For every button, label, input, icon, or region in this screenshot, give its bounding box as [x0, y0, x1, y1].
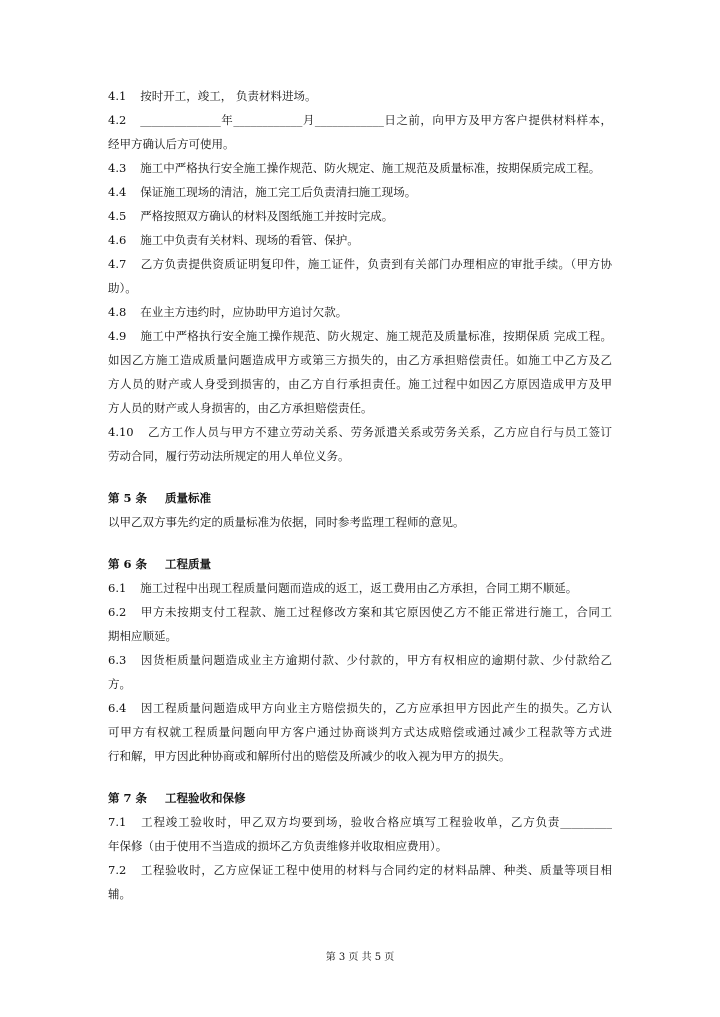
clause-line: [108, 420, 612, 444]
clause-line: [108, 252, 612, 276]
clause-text: 如因乙方施工造成质量问题造成甲方或第三方损失的，由乙方承担赔偿责任。如施工中乙方及乙: [108, 353, 612, 367]
clause-number: 4.2: [108, 113, 127, 127]
clause-text: 甲方未按期支付工程款、施工过程修改方案和其它原因使乙方不能正常进行施工，合同工: [140, 605, 612, 619]
clause-7-1: [108, 810, 612, 858]
clause-text: 施工中严格执行安全施工操作规范、防火规定、施工规范及质量标准，按期保质 完成工程。: [140, 329, 612, 343]
clause-4-3: [108, 156, 612, 180]
clause-4-10: [108, 420, 612, 468]
clause-text: 方。: [108, 677, 131, 691]
clause-line: [108, 108, 612, 132]
clause-text: ______________年____________月____________日之前，向甲方及甲方客户提供材料样本，: [140, 113, 612, 127]
clause-number: 4.3: [108, 161, 127, 175]
clause-line: [108, 810, 612, 834]
clause-line: [108, 228, 612, 252]
clause-line: [108, 204, 612, 228]
clause-number: 4.5: [108, 209, 127, 223]
clause-4-5: [108, 204, 612, 228]
page-number-label: 第 3 页 共 5 页: [325, 952, 395, 963]
clause-7-2: [108, 858, 612, 906]
clause-line: [108, 576, 612, 600]
clause-number: 7.1: [108, 815, 127, 829]
clause-line: [108, 834, 612, 858]
clause-6-4: [108, 696, 612, 768]
clause-line: [108, 348, 612, 372]
section-number: 第 5 条: [108, 491, 148, 505]
clause-number: 7.2: [108, 863, 127, 877]
clause-text: 行和解，甲方因此种协商或和解所付出的赔偿及所减少的收入视为甲方的损失。: [108, 749, 511, 763]
page-footer: [0, 950, 720, 966]
clause-number: 6.4: [108, 701, 127, 715]
clause-text: 经甲方确认后方可使用。: [108, 137, 235, 151]
clause-text: 助）。: [108, 281, 137, 295]
clause-line: [108, 180, 612, 204]
clause-line: [108, 744, 612, 768]
clause-text: 严格按照双方确认的材料及图纸施工并按时完成。: [140, 209, 394, 223]
clause-number: 6.3: [108, 653, 127, 667]
clause-line: [108, 882, 612, 906]
clause-text: 保证施工现场的清洁，施工完工后负责清扫施工现场。: [140, 185, 417, 199]
clause-line: [108, 858, 612, 882]
clause-text: 按时开工，竣工， 负责材料进场。: [140, 89, 317, 103]
section-7-heading: [108, 786, 612, 810]
clause-line: [108, 720, 612, 744]
clause-6-3: [108, 648, 612, 696]
clause-number: 4.4: [108, 185, 127, 199]
clause-4-2: [108, 108, 612, 156]
clause-line: [108, 600, 612, 624]
document-body: [108, 84, 612, 906]
clause-line: [108, 324, 612, 348]
section-title: 工程质量: [165, 557, 212, 571]
clause-6-2: [108, 600, 612, 648]
clause-number: 4.9: [108, 329, 127, 343]
section-6-heading: [108, 552, 612, 576]
section-title: 质量标准: [165, 491, 212, 505]
clause-text: 工程竣工验收时，甲乙双方均要到场，验收合格应填写工程验收单，乙方负责_________: [140, 815, 612, 829]
clause-text: 工程验收时，乙方应保证工程中使用的材料与合同约定的材料品牌、种类、质量等项目相: [140, 863, 612, 877]
clause-line: [108, 396, 612, 420]
clause-line: [108, 276, 612, 300]
clause-number: 6.2: [108, 605, 127, 619]
clause-line: [108, 648, 612, 672]
clause-line: [108, 672, 612, 696]
clause-text: 可甲方有权就工程质量问题向甲方客户通过协商谈判方式达成赔偿或通过减少工程款等方式进: [108, 725, 612, 739]
clause-number: 4.8: [108, 305, 127, 319]
clause-number: 6.1: [108, 581, 127, 595]
clause-text: 方人员的财产或人身损害的，由乙方承担赔偿责任。: [108, 401, 373, 415]
clause-line: [108, 444, 612, 468]
clause-text: 方人员的财产或人身受到损害的，由乙方自行承担责任。施工过程中如因乙方原因造成甲方及甲: [108, 377, 612, 391]
section-number: 第 7 条: [108, 791, 148, 805]
clause-line: [108, 696, 612, 720]
clause-text: 因货柜质量问题造成业主方逾期付款、少付款的，甲方有权相应的逾期付款、少付款给乙: [140, 653, 612, 667]
clause-text: 期相应顺延。: [108, 629, 177, 643]
clause-text: 施工中负责有关材料、现场的看管、保护。: [140, 233, 359, 247]
section-body-text: 以甲乙双方事先约定的质量标准为依据，同时参考监理工程师的意见。: [108, 515, 465, 529]
clause-text: 辅。: [108, 887, 131, 901]
clause-4-6: [108, 228, 612, 252]
section-title: 工程验收和保修: [165, 791, 246, 805]
clause-4-1: [108, 84, 612, 108]
clause-text: 在业主方违约时，应协助甲方追讨欠款。: [140, 305, 348, 319]
clause-line: [108, 156, 612, 180]
clause-text: 劳动合同，履行劳动法所规定的用人单位义务。: [108, 449, 350, 463]
clause-4-4: [108, 180, 612, 204]
clause-line: [108, 372, 612, 396]
clause-number: 4.6: [108, 233, 127, 247]
clause-text: 施工过程中出现工程质量问题而造成的返工，返工费用由乙方承担，合同工期不顺延。: [140, 581, 578, 595]
clause-4-8: [108, 300, 612, 324]
clause-line: [108, 624, 612, 648]
clause-4-9: [108, 324, 612, 420]
clause-text: 年保修（由于使用不当造成的损坏乙方负责维修并收取相应费用）。: [108, 839, 448, 853]
clause-number: 4.7: [108, 257, 127, 271]
clause-line: [108, 300, 612, 324]
section-5-body: [108, 510, 612, 534]
clause-text: 乙方负责提供资质证明复印件，施工证件，负责到有关部门办理相应的审批手续。（甲方协: [140, 257, 612, 271]
section-5-heading: [108, 486, 612, 510]
clause-text: 乙方工作人员与甲方不建立劳动关系、劳务派遣关系或劳务关系，乙方应自行与员工签订: [147, 425, 612, 439]
clause-number: 4.1: [108, 89, 127, 103]
clause-text: 因工程质量问题造成甲方向业主方赔偿损失的，乙方应承担甲方因此产生的损失。乙方认: [140, 701, 612, 715]
clause-6-1: [108, 576, 612, 600]
clause-4-7: [108, 252, 612, 300]
clause-number: 4.10: [108, 425, 134, 439]
clause-line: [108, 132, 612, 156]
section-number: 第 6 条: [108, 557, 148, 571]
clause-text: 施工中严格执行安全施工操作规范、防火规定、施工规范及质量标准，按期保质完成工程。: [140, 161, 601, 175]
clause-line: [108, 84, 612, 108]
